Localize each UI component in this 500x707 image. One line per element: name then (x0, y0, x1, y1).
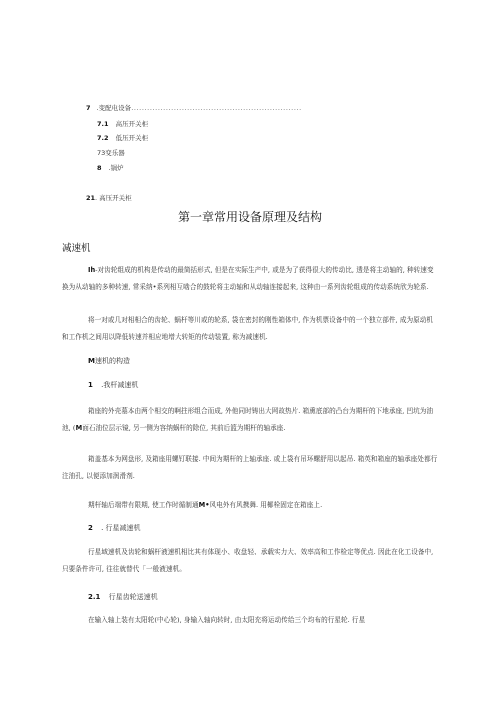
toc-item-7-2-number: 7.2 (97, 134, 109, 142)
section-title: 减速机 (62, 243, 91, 254)
subheading-text: .我杆减速机 (101, 381, 139, 389)
paragraph-text: 在输入轴上装有太阳轮(中心轮), 身输入轴向转时, 由太阳充将运动传给三个均布的行星轮. 行星 (88, 616, 366, 624)
paragraph-text-continued: 面石油位层示镜, 另一侧为容纳蜗杆的除位, 其前后篮为期杆的轴承座. (82, 424, 286, 432)
paragraph-text: 期杆轴后端带有限期, 使工作时循制通 (88, 501, 199, 509)
paragraph-text: 将一对或几对相相合的齿轮、蜗杆等川或的轮系, 袋在密封的刚性箱体中, 作为机票设备中的一个独立部件, 成为原动机和工作机之间用以降低转速并相应地增大转矩的传动装置, 称为减速机. (62, 316, 434, 341)
toc-item-73-label: 73变乐器 (97, 149, 125, 157)
paragraph-gear-system (62, 312, 438, 346)
subheading-text: 行星齿轮送速机 (108, 593, 158, 601)
paragraph-lead: M• (198, 501, 210, 509)
toc-item-73[interactable] (97, 149, 125, 158)
toc-leader-dots: ................................................................ (131, 104, 302, 112)
paragraph-cover (62, 451, 438, 485)
subheading-lead: M (88, 357, 95, 365)
toc-item-7-1-number: 7.1 (97, 120, 109, 128)
toc-item-7-label: .变配电设备 (96, 104, 132, 112)
paragraph-housing (62, 403, 438, 437)
paragraph-text: -对齿轮组成的机构是传动的最简括形式, 但是在实际生产中, 或是为了获得很大的传动比, 透是将主动轴的, 种转速变换为从动轴的多种转速, 常采纳•系列相互啮合的鼓轮将主动轴和从动轴连接起来, 这种由一系列齿轮组成的传动系统欣为轮系. (62, 266, 434, 291)
paragraph-planetary (62, 544, 438, 578)
subheading-number: 1 (88, 381, 93, 389)
toc-item-7-2[interactable] (97, 134, 148, 143)
paragraph-worm-shaft (62, 497, 438, 514)
subheading-text: . 行星减速机 (101, 524, 141, 532)
subheading-number: 2.1 (88, 593, 101, 601)
chapter-title: 第一章常用设备原理及结构 (177, 210, 322, 224)
toc-item-8-number: 8 (97, 164, 102, 172)
toc-item-21[interactable] (86, 194, 132, 203)
paragraph-intro (62, 262, 438, 296)
paragraph-text: 行星域速机及齿轮和蜗杆液速机相比其有体现小、收盘轻、承载实力大、效率高和工作检定等优点. 因此在化工设备中, 只要条件许可, 往往就替代「一般液速机。 (62, 548, 434, 573)
toc-item-7-1[interactable] (97, 120, 148, 129)
paragraph-text: 箱座的外壳墓本由两个相交的啊拄形组合而成, 外他同时铸出大网故热片. 箱熏底部的凸台为期杆的下地承座, 凹坑为油池, ( (62, 407, 434, 432)
subheading-text: 速机的构造 (94, 357, 130, 365)
paragraph-lead: Ih (88, 266, 96, 274)
toc-item-8-label: .锅炉 (108, 164, 124, 172)
subheading-number: 2 (88, 524, 93, 532)
paragraph-text: 箱盖基本为网盘形, 及箱座用螺钉联接. 中间为期杆的上轴承座. 或上袋有吊环螺舒用以起吊. 箱英和箱座的轴承座处都行注油孔, 以便添加润滑剂. (62, 455, 438, 480)
toc-item-7-2-label: 低压开关柜 (115, 134, 149, 142)
toc-item-7[interactable] (86, 104, 302, 113)
toc-item-21-label: . 高压开关柜 (95, 194, 132, 202)
subheading-planetary-reducer (88, 524, 141, 533)
toc-item-7-number: 7 (86, 104, 91, 112)
paragraph-lead: M (75, 424, 83, 432)
subheading-planetary-gear (88, 593, 158, 602)
toc-item-7-1-label: 高压开关柜 (115, 120, 149, 128)
subheading-worm-reducer (88, 381, 138, 390)
toc-item-21-number: 21 (86, 194, 96, 202)
paragraph-sun-gear (62, 612, 438, 629)
subheading-structure (88, 357, 130, 366)
toc-item-8[interactable] (97, 164, 124, 173)
paragraph-text-continued: 风电外有风携舞. 用椰栓固定在箱座上. (209, 501, 323, 509)
